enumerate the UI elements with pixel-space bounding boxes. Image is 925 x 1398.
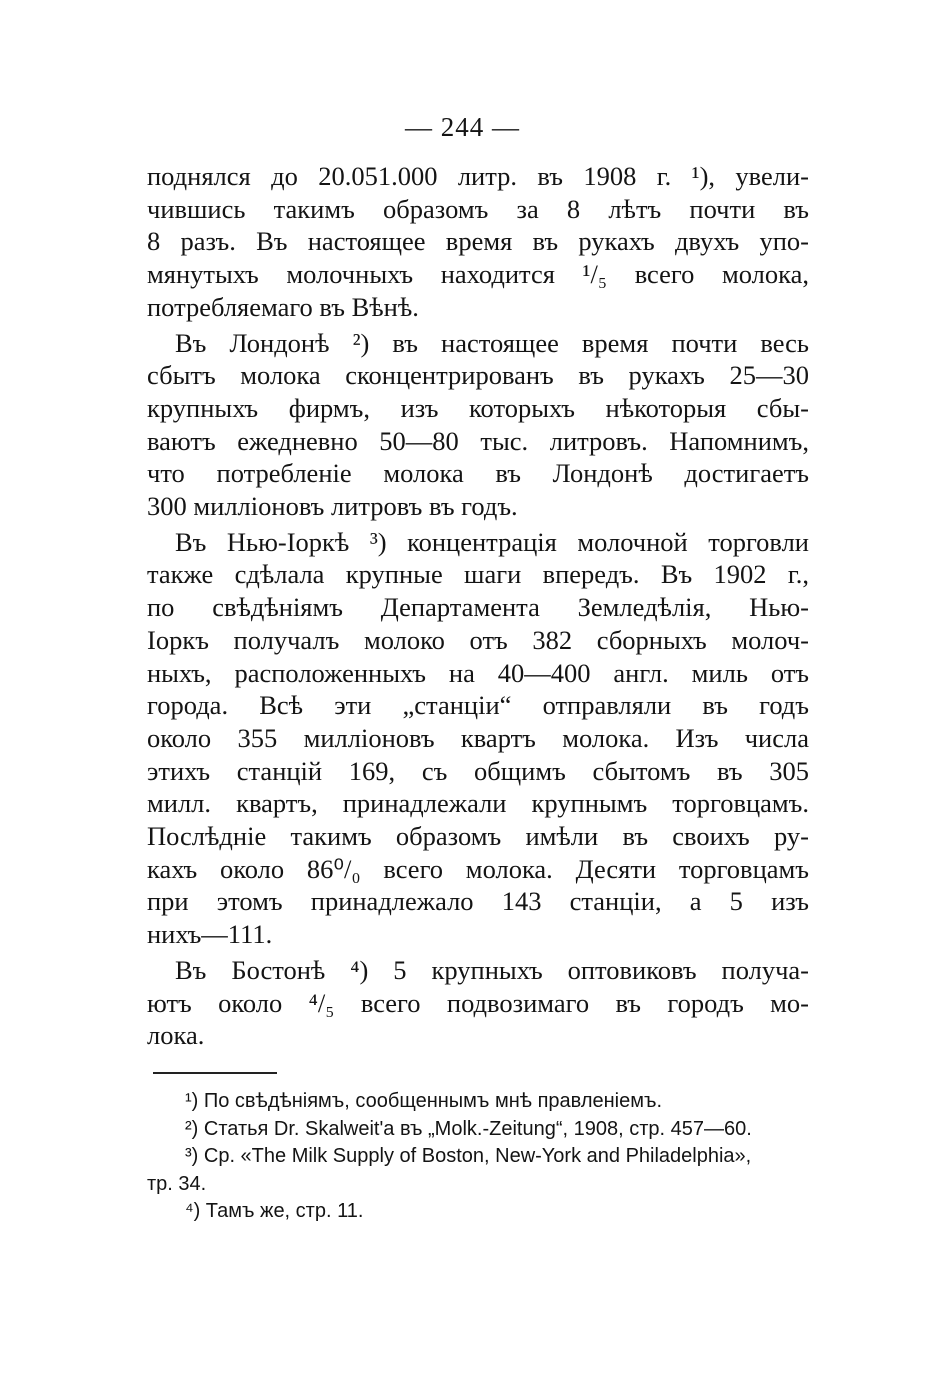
text-line: Іоркъ получалъ молоко отъ 382 сборныхъ молоч- xyxy=(147,624,809,655)
text-line: также сдѣлала крупные шаги впередъ. Въ 1902 г., xyxy=(147,559,809,590)
text-line: мянутыхъ молочныхъ находится ¹/₅ всего молока, xyxy=(147,259,809,290)
paragraph-london xyxy=(147,327,809,523)
text-line: при этомъ принадлежало 143 станціи, а 5 изъ xyxy=(147,886,809,917)
text-line: Въ Бостонѣ ⁴) 5 крупныхъ оптовиковъ получа- xyxy=(175,954,809,985)
footnote-3: ³) Ср. «The Milk Supply of Boston, New-York and Philadelphia», xyxy=(185,1145,752,1167)
text-line: сбытъ молока сконцентрированъ въ рукахъ 25—30 xyxy=(147,360,809,391)
footnote-3-continued: тр. 34. xyxy=(147,1172,207,1195)
text-line: кахъ около 86⁰/₀ всего молока. Десяти торговцамъ xyxy=(147,853,809,884)
page-number: — 244 — xyxy=(405,112,520,142)
text-line: лока. xyxy=(147,1020,205,1051)
paragraph-boston xyxy=(147,954,809,1052)
text-line: 300 милліоновъ литровъ въ годъ. xyxy=(147,491,518,522)
footnote-1: ¹) По свѣдѣніямъ, сообщеннымъ мнѣ правленіемъ. xyxy=(185,1090,663,1112)
text-line: около 355 милліоновъ квартъ молока. Изъ числа xyxy=(147,722,809,753)
text-line: ныхъ, расположенныхъ на 40—400 англ. миль отъ xyxy=(147,657,809,688)
footnote-divider xyxy=(153,1072,277,1074)
text-line: ваютъ ежедневно 50—80 тыс. литровъ. Напомнимъ, xyxy=(147,425,809,456)
footnote-2: ²) Статья Dr. Skalweit'а въ „Molk.-Zeitung“, 1908, стр. 457—60. xyxy=(185,1117,752,1140)
text-line: милл. квартъ, принадлежали крупнымъ торговцамъ. xyxy=(147,788,809,819)
text-line: нихъ—111. xyxy=(147,919,273,950)
text-line: ютъ около ⁴/₅ всего подвозимаго въ городъ мо- xyxy=(147,987,809,1018)
text-line: поднялся до 20.051.000 литр. въ 1908 г. ¹), увели- xyxy=(147,161,809,191)
text-line: по свѣдѣніямъ Департамента Земледѣлія, Нью- xyxy=(147,592,809,623)
paragraph-vienna xyxy=(147,160,809,324)
footnotes xyxy=(147,1088,809,1226)
text-line: города. Всѣ эти „станціи“ отправляли въ годъ xyxy=(147,690,809,721)
text-line: чившись такимъ образомъ за 8 лѣтъ почти въ xyxy=(147,193,809,224)
text-line: что потребленіе молока въ Лондонѣ достигаетъ xyxy=(147,458,809,489)
text-line: Въ Лондонѣ ²) въ настоящее время почти весь xyxy=(175,327,809,358)
main-text xyxy=(147,160,809,1055)
footnote-4: ⁴) Тамъ же, стр. 11. xyxy=(185,1200,364,1222)
text-line: Послѣдніе такимъ образомъ имѣли въ своихъ ру- xyxy=(147,821,809,852)
text-line: этихъ станцій 169, съ общимъ сбытомъ въ 305 xyxy=(147,755,809,786)
text-line: крупныхъ фирмъ, изъ которыхъ нѣкоторыя сбы- xyxy=(147,392,809,423)
text-line: потребляемаго въ Вѣнѣ. xyxy=(147,291,419,322)
paragraph-new-york xyxy=(147,526,809,951)
text-line: Въ Нью-Іоркѣ ³) концентрація молочной торговли xyxy=(175,526,809,557)
text-line: 8 разъ. Въ настоящее время въ рукахъ двухъ упо- xyxy=(147,226,809,257)
